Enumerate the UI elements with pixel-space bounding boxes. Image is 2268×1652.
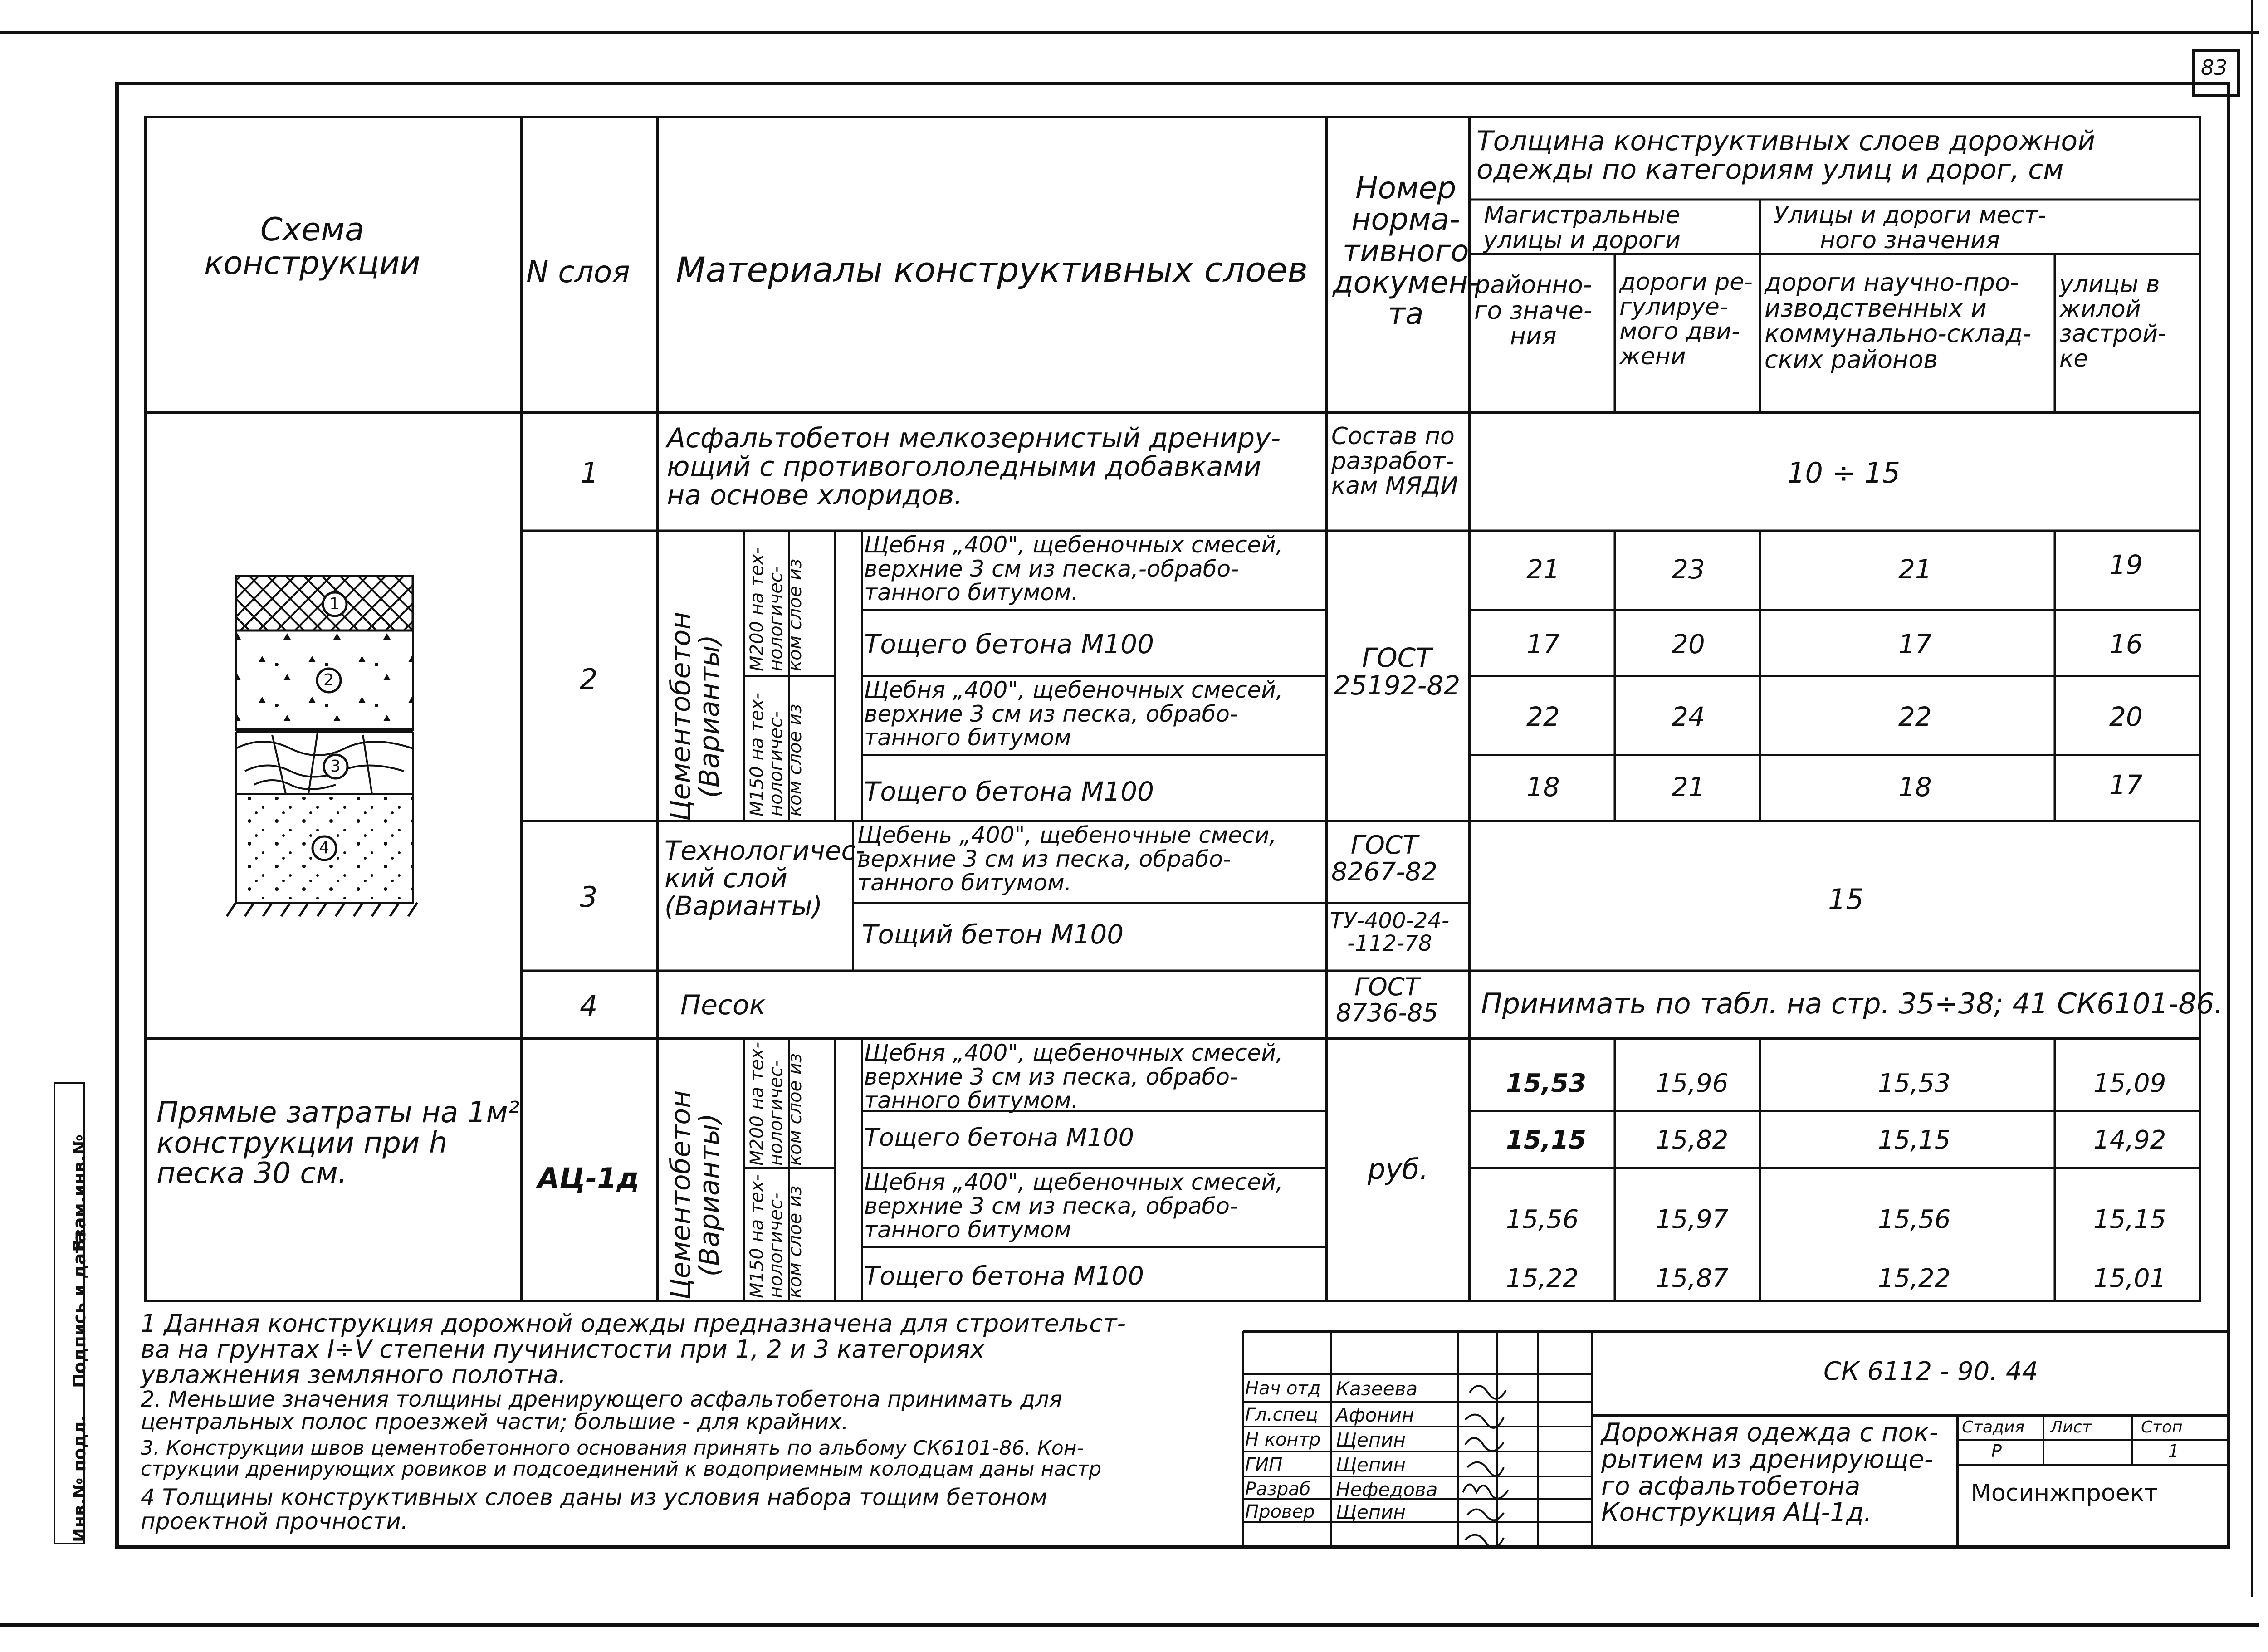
layer-1-doc: Состав по разработ- кам МЯДИ (1331, 423, 1458, 500)
costs-value: 15,22 (1506, 1264, 1579, 1293)
costs-value: 15,53 (1878, 1069, 1951, 1098)
costs-value: 15,15 (2093, 1205, 2166, 1234)
stamp-sheet-label: Лист (2050, 1418, 2092, 1437)
costs-unit: руб. (1368, 1153, 1428, 1186)
header-normdoc: Номер норма- тивного докумен- та (1333, 171, 1479, 332)
layer-2-value: 21 (1526, 554, 1560, 585)
costs-group: Цементобетон (Варианты) (665, 1090, 725, 1300)
side-stamp-replace: Взам.инв.№ (69, 1134, 89, 1252)
side-stamp-inv: Инв.№ подл. (69, 1415, 89, 1542)
layer-2-value: 20 (2109, 701, 2143, 732)
costs-row-4-material: Тощего бетона М100 (864, 1261, 1144, 1291)
header-materials: Материалы конструктивных слоев (676, 249, 1308, 290)
layer-2-value: 22 (1898, 701, 1932, 732)
layer-2-sub-b: М150 на тех- нологичес- ком слое из (747, 693, 806, 816)
layer-2-value: 22 (1526, 701, 1560, 732)
header-col-residential: улицы в жилой застрой- ке (2059, 271, 2166, 372)
layer-1-material: Асфальтобетон мелкозернистый дрениру- ющий с противогололедными добавками на основе хлоридов. (667, 422, 1281, 511)
layer-2-value: 17 (2109, 769, 2143, 800)
costs-value: 15,22 (1878, 1264, 1951, 1293)
stamp-code: СК 6112 - 90. 44 (1823, 1357, 2038, 1386)
layer-3-group: Технологичес- кий слой (Варианты) (665, 835, 865, 921)
layer-2-row-2-material: Тощего бетона М100 (864, 629, 1154, 660)
layer-2-value: 23 (1672, 554, 1705, 585)
stamp-name: Щепин (1336, 1454, 1406, 1476)
layer-1-no: 1 (581, 456, 599, 489)
layer-2-value: 16 (2109, 629, 2143, 660)
header-thickness: Толщина конструктивных слоев дорожной одежды по категориям улиц и дорог, см (1476, 125, 2096, 186)
layer-2-no: 2 (580, 663, 598, 696)
layer-2-value: 18 (1898, 772, 1932, 802)
layer-2-value: 18 (1526, 772, 1560, 802)
layer-2-doc: ГОСТ 25192-82 (1334, 642, 1461, 701)
costs-value: 15,56 (1878, 1205, 1951, 1234)
layer-2-value: 17 (1526, 629, 1560, 660)
side-stamp-sign: Подпись и дата (69, 1231, 89, 1388)
layer-3-row-2-doc: ТУ-400-24- -112-78 (1330, 908, 1450, 957)
stamp-role: Гл.спец (1245, 1404, 1318, 1425)
stamp-role: Н контр (1245, 1429, 1321, 1450)
header-col-industrial: дороги научно-про- изводственных и коммунально-склад- ских районов (1765, 268, 2032, 374)
schema-label: 2 (323, 671, 334, 689)
layer-2-row-3-material: Щебня „400", щебеночных смесей, верхние 3 см из песка, обрабо- танного битумом (864, 677, 1283, 751)
stamp-sheets-label: Стоп (2141, 1418, 2183, 1437)
layer-4-doc: ГОСТ 8736-85 (1336, 973, 1438, 1027)
stamp-stage: Р (1991, 1441, 2002, 1461)
layer-3-row-1-material: Щебень „400", щебеночные смеси, верхние 3 см из песка, обрабо- танного битумом. (857, 822, 1277, 896)
note-1: 1 Данная конструкция дорожной одежды предназначена для строительст- ва на грунтах I÷V степени пучинистости при 1, 2 и 3 категориях увлажнения земляного полотна. (141, 1309, 1126, 1389)
costs-value: 15,53 (1506, 1069, 1587, 1098)
layer-2-sub-a: М200 на тех- нологичес- ком слое из (747, 547, 806, 671)
layer-2-value: 21 (1672, 772, 1705, 802)
schema-label: 4 (319, 839, 329, 857)
costs-value: 15,09 (2093, 1069, 2166, 1098)
header-col-regulated: дороги ре- гулируе- мого дви- жени (1619, 269, 1753, 370)
layer-2-value: 24 (1672, 701, 1705, 732)
costs-value: 15,15 (1878, 1125, 1951, 1155)
layer-2-value: 20 (1672, 629, 1705, 660)
costs-value: 15,15 (1506, 1125, 1587, 1155)
layer-3-thickness: 15 (1828, 883, 1864, 916)
layer-4-material: Песок (680, 989, 766, 1021)
stamp-role: Провер (1245, 1501, 1315, 1522)
costs-row-2-material: Тощего бетона М100 (864, 1123, 1134, 1152)
stamp-name: Казеева (1336, 1378, 1418, 1400)
stamp-org: Мосинжпроект (1971, 1480, 2158, 1507)
header-main-streets: Магистральные улицы и дороги (1483, 202, 1681, 254)
costs-value: 15,97 (1656, 1205, 1729, 1234)
layer-2-row-1-material: Щебня „400", щебеночных смесей, верхние 3 см из песка,-обрабо- танного битумом. (864, 532, 1283, 606)
costs-label: Прямые затраты на 1м² конструкции при h песка 30 см. (156, 1096, 520, 1191)
layer-3-no: 3 (580, 880, 598, 914)
costs-row-1-material: Щебня „400", щебеночных смесей, верхние 3 см из песка, обрабо- танного битумом. (864, 1040, 1283, 1114)
stamp-name: Щепин (1336, 1429, 1406, 1451)
costs-value: 15,82 (1656, 1125, 1729, 1155)
header-schema: Схема конструкции (204, 211, 420, 282)
stamp-name: Афонин (1336, 1404, 1414, 1426)
header-local-streets: Улицы и дороги мест- ного значения (1774, 202, 2047, 254)
layer-2-value: 21 (1898, 554, 1932, 585)
layer-4-thickness: Принимать по табл. на стр. 35÷38; 41 СК6101-86. (1481, 987, 2224, 1020)
stamp-stage-label: Стадия (1962, 1418, 2025, 1437)
layer-2-value: 19 (2109, 549, 2143, 580)
costs-value: 15,01 (2093, 1264, 2166, 1293)
note-3: 3. Конструкции швов цементобетонного основания принять по альбому СК6101-86. Кон- струкции дренирующих ровиков и подсоединений к водоприемным колодцам даны настр (141, 1437, 1102, 1481)
stamp-role: ГИП (1245, 1454, 1283, 1475)
stamp-role: Нач отд (1245, 1378, 1321, 1399)
costs-value: 14,92 (2093, 1125, 2166, 1155)
layer-3-row-1-doc: ГОСТ 8267-82 (1331, 831, 1437, 887)
costs-sub-a: М200 на тех- нологичес- ком слое из (747, 1042, 806, 1166)
costs-sub-b: М150 на тех- нологичес- ком слое из (747, 1174, 806, 1298)
stamp-name: Нефедова (1336, 1478, 1438, 1500)
costs-value: 15,56 (1506, 1205, 1579, 1234)
layer-3-row-2-material: Тощий бетон М100 (862, 919, 1124, 950)
stamp-role: Разраб (1245, 1479, 1311, 1500)
note-2: 2. Меньшие значения толщины дренирующего асфальтобетона принимать для центральных полос проезжей части; большие - для крайних. (141, 1387, 1062, 1435)
layer-2-group: Цементобетон (Варианты) (665, 611, 725, 821)
costs-code: АЦ-1д (538, 1162, 640, 1195)
costs-row-3-material: Щебня „400", щебеночных смесей, верхние 3 см из песка, обрабо- танного битумом (864, 1169, 1283, 1243)
schema-label: 1 (329, 595, 340, 613)
header-layer-no: N слоя (526, 254, 630, 289)
layer-4-no: 4 (580, 989, 598, 1022)
layer-2-value: 17 (1898, 629, 1932, 660)
costs-value: 15,87 (1656, 1264, 1729, 1293)
note-4: 4 Толщины конструктивных слоев даны из условия набора тощим бетоном проектной прочности. (141, 1484, 1048, 1535)
stamp-name: Щепин (1336, 1501, 1406, 1523)
page-number: 83 (2201, 55, 2228, 80)
costs-value: 15,96 (1656, 1069, 1729, 1098)
stamp-sheets: 1 (2168, 1441, 2180, 1461)
stamp-title: Дорожная одежда с пок- рытием из дренирующе- го асфальтобетона Конструкция АЦ-1д. (1601, 1418, 1938, 1528)
schema-label: 3 (330, 757, 341, 776)
layer-2-row-4-material: Тощего бетона М100 (864, 776, 1154, 807)
layer-1-thickness: 10 ÷ 15 (1787, 456, 1901, 489)
header-col-district: районно- го значе- ния (1474, 270, 1593, 351)
